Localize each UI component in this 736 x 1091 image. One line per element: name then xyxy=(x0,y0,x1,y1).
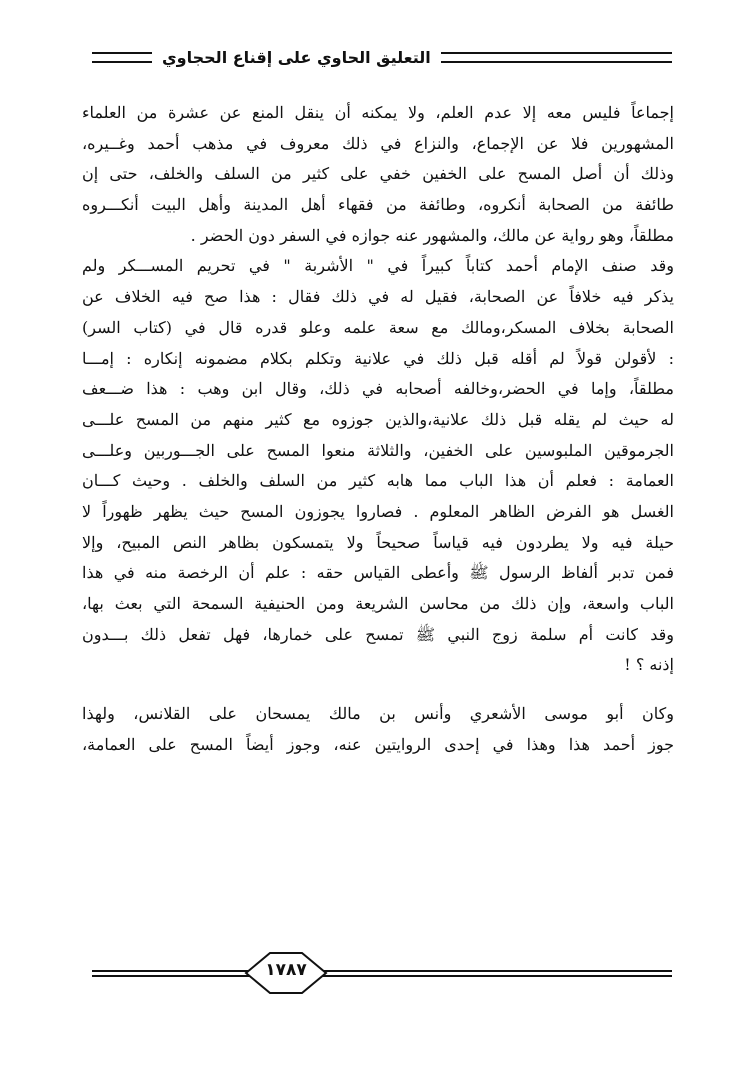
paragraph-gap xyxy=(82,681,674,699)
text-line: الجرموقين الملبوسين على الخفين، والثلاثة منعوا المسح على الجـــوربين وعلـــى xyxy=(82,440,674,460)
text-line: فمن تدبر ألفاظ الرسول ﷺ وأعطى القياس حقه : علم أن الرخصة منه في هذا xyxy=(82,563,674,583)
text-line: حيلة فيه ولا يطردون فيه قياساً صحيحاً ولا يتمسكون بظاهر النص المبيح، وإلا xyxy=(82,532,674,552)
text-line: له حيث لم يقله قبل ذلك علانية،والذين جوزوه مع كثير منهم من المسح علـــى xyxy=(82,409,674,429)
header-rule-right xyxy=(441,52,672,63)
page-footer xyxy=(92,950,672,996)
text-line: مطلقاً، وهو رواية عن مالك، والمشهور عنه جوازه في السفر دون الحضر . xyxy=(190,225,674,245)
text-line: الصحابة بخلاف المسكر،ومالك مع سعة علمه وعلو قدره قال في (كتاب السر) xyxy=(82,317,674,337)
text-line: جوز أحمد هذا وهذا في إحدى الروايتين عنه، وجوز أيضاً المسح على العمامة، xyxy=(82,734,674,754)
text-line: المشهورين فلا عن الإجماع، والنزاع في ذلك معروف في مذهب أحمد وغــيره، xyxy=(82,133,674,153)
text-line: طائفة من الصحابة أنكروه، وطائفة من فقهاء أهل المدينة وأهل البيت أنكـــروه xyxy=(82,195,674,215)
text-line: إذنه ؟ ! xyxy=(624,655,674,675)
text-line: وكان أبو موسى الأشعري وأنس بن مالك يمسحان على القلانس، ولهذا xyxy=(82,704,674,724)
text-line: يذكر فيه خلافاً عن الصحابة، فقيل له في ذلك فقال : هذا صح فيه الخلاف عن xyxy=(82,287,674,307)
running-header xyxy=(92,42,672,72)
text-line: الغسل هو الفرض الظاهر المعلوم . فصاروا يجوزون المسح حيث يظهر ظهوراً لا xyxy=(82,501,674,521)
text-line: العمامة : فعلم أن هذا الباب مما هابه كثير من السلف والخلف . وحيث كـــان xyxy=(82,471,674,491)
text-line: وقد صنف الإمام أحمد كتاباً كبيراً في " الأشربة " في تحريم المســـكر ولم xyxy=(82,256,674,276)
text-line: مطلقاً، وإما في الحضر،وخالفه أصحابه في ذلك، وقال ابن وهب : هذا ضـــعف xyxy=(82,379,674,399)
text-line: وذلك أن أصل المسح على الخفين خفي على كثير من السلف والخلف، حتى إن xyxy=(82,164,674,184)
body-text xyxy=(82,98,674,760)
text-line: : لأقولن قولاً لم أقله قبل ذلك في علانية وتكلم بكلام مضمونه إنكاره : إمـــا xyxy=(82,348,674,368)
book-title: التعليق الحاوي على إقناع الحجاوي xyxy=(162,47,431,67)
text-line: وقد كانت أم سلمة زوج النبي ﷺ تمسح على خمارها، فهل تفعل ذلك بـــدون xyxy=(82,624,674,644)
text-line: الباب واسعة، وإن ذلك من محاسن الشريعة ومن الحنيفية السمحة التي بعث بها، xyxy=(82,594,674,613)
page-number: ١٧٨٧ xyxy=(265,960,307,980)
footer-ornament xyxy=(92,950,672,996)
header-rule-left xyxy=(92,52,152,63)
text-line: إجماعاً فليس معه إلا عدم العلم، ولا يمكنه أن ينقل المنع عن عشرة من العلماء xyxy=(82,103,674,122)
